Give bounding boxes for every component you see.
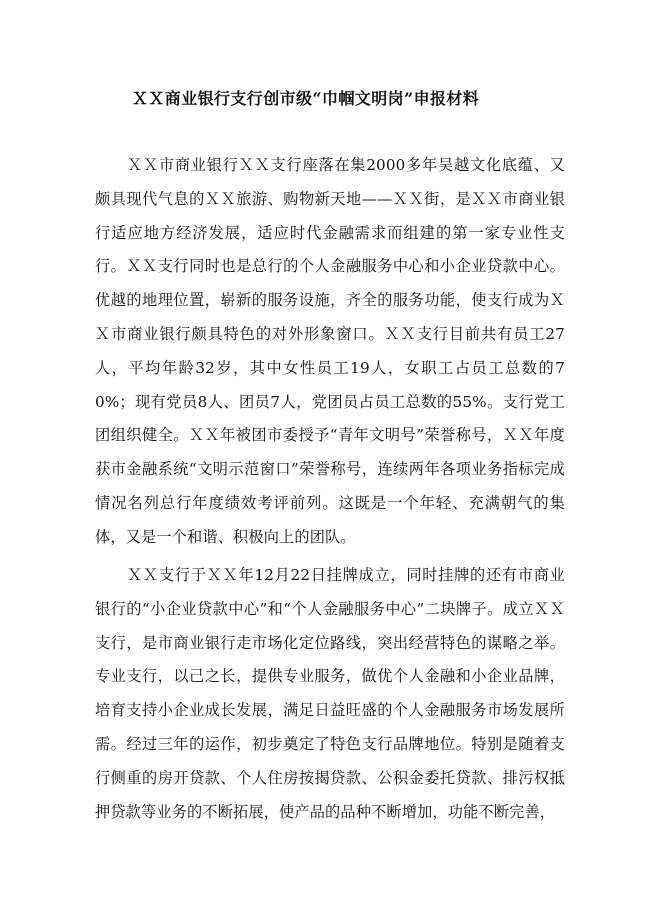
paragraph-1: ＸＸ市商业银行ＸＸ支行座落在集2000多年吴越文化底蕴、又颇具现代气息的ＸＸ旅游、购物新天地——ＸＸ街，是ＸＸ市商业银行适应地方经济发展，适应时代金融需求而组建的第一家专业性支行。ＸＸ支行同时也是总行的个人金融服务中心和小企业贷款中心。优越的地理位置，崭新的服务设施，齐全的服务功能，使支行成为ＸＸ市商业银行颇具特色的对外形象窗口。ＸＸ支行目前共有员工27人，平均年龄32岁，其中女性员工19人，女职工占员工总数的70%；现有党员8人、团员7人，党团员占员工总数的55%。支行党工团组织健全。ＸＸ年被团市委授予“青年文明号”荣誉称号，ＸＸ年度获市金融系统“文明示范窗口”荣誉称号，连续两年各项业务指标完成情况名列总行年度绩效考评前列。这既是一个年轻、充满朝气的集体，又是一个和谐、积极向上的团队。: [95, 156, 565, 546]
paragraph-2: ＸＸ支行于ＸＸ年12月22日挂牌成立，同时挂牌的还有市商业银行的“小企业贷款中心”和“个人金融服务中心”二块牌子。成立ＸＸ支行，是市商业银行走市场化定位路线，突出经营特色的谋略之举。专业支行，以己之长，提供专业服务，做优个人金融和小企业品牌，培育支持小企业成长发展，满足日益旺盛的个人金融服务市场发展所需。经过三年的运作，初步奠定了特色支行品牌地位。特别是随着支行侧重的房开贷款、个人住房按揭贷款、公积金委托贷款、排污权抵押贷款等业务的不断拓展，使产品的品种不断增加，功能不断完善，: [95, 566, 565, 821]
document-title: ＸＸ商业银行支行创市级“巾帼文明岗”申报材料: [132, 89, 480, 108]
